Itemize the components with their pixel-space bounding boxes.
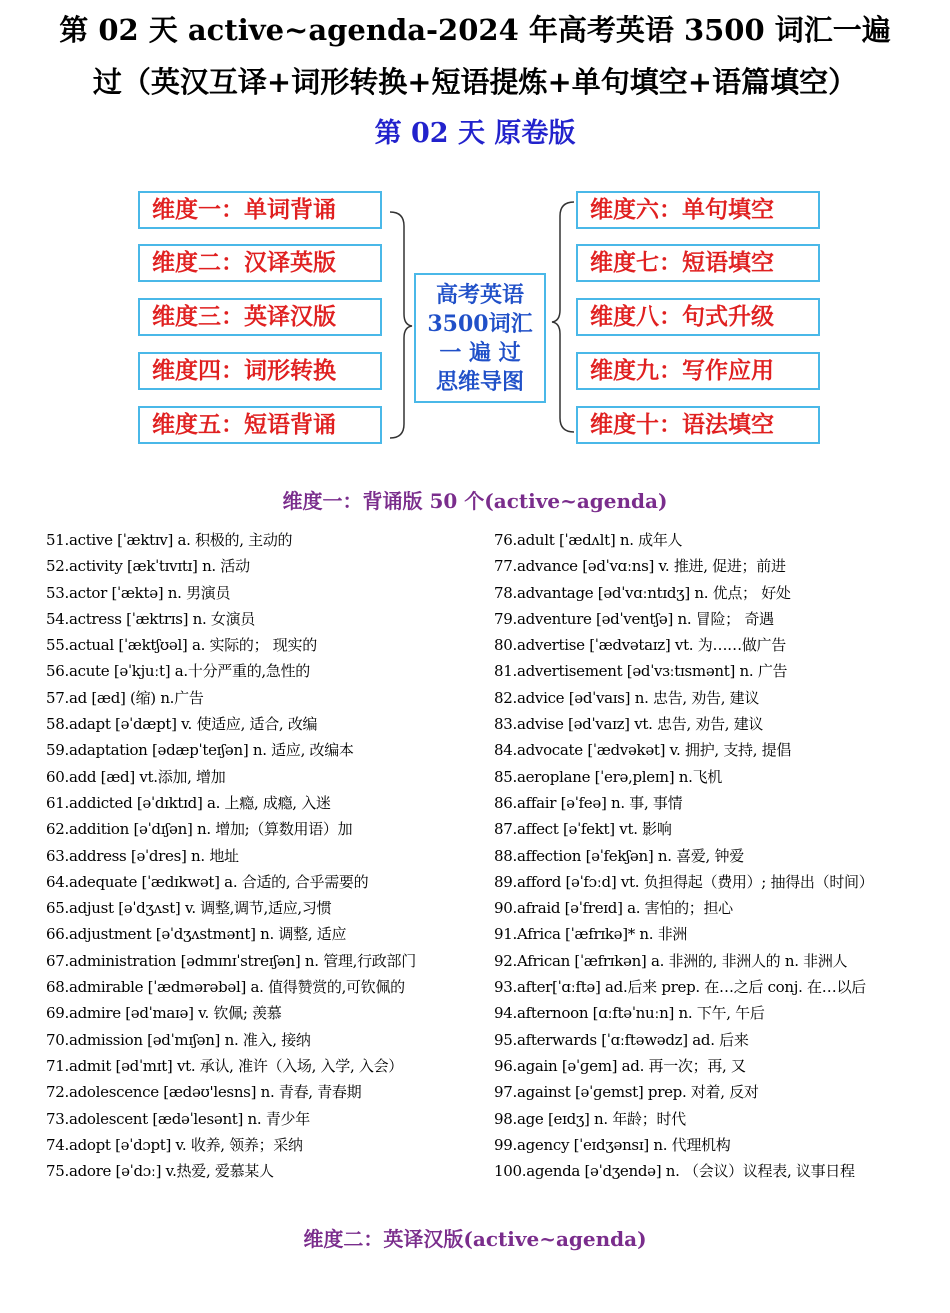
vocab-entry: 61.addicted [əˈdɪktɪd] a. 上瘾, 成瘾, 入迷 [46,793,331,812]
vocab-entry: 86.affair [əˈfeə] n. 事, 事情 [494,793,683,812]
vocab-entry: 81.advertisement [ədˈvɜːtɪsmənt] n. 广告 [494,662,788,681]
vocab-entry: 89.afford [əˈfɔːd] vt. 负担得起（费用）; 抽得出（时间） [494,872,874,891]
vocab-entry: 79.adventure [ədˈventʃə] n. 冒险； 奇遇 [494,609,774,628]
vocab-entry: 56.acute [əˈkjuːt] a.十分严重的,急性的 [46,662,310,681]
section2-title: 维度二：英译汉版(active~agenda) [303,1227,647,1251]
vocab-entry: 87.affect [əˈfekt] vt. 影响 [494,820,672,839]
vocab-entry: 54.actress [ˈæktrɪs] n. 女演员 [46,609,256,628]
mindmap-right-box-1: 维度六：单句填空 [576,191,820,229]
vocab-entry: 60.add [æd] vt.添加, 增加 [46,767,226,786]
section1-title: 维度一：背诵版 50 个(active~agenda) [282,489,668,513]
vocab-entry: 95.afterwards [ˈɑːftəwədz] ad. 后来 [494,1030,749,1049]
vocab-entry: 80.advertise [ˈædvətaɪz] vt. 为……做广告 [494,636,786,655]
mindmap-left-box-2: 维度二：汉译英版 [138,244,382,282]
mindmap-right-box-2: 维度七：短语填空 [576,244,820,282]
vocab-entry: 77.advance [ədˈvɑːns] v. 推进, 促进；前进 [494,557,786,576]
vocab-entry: 98.age [eɪdʒ] n. 年龄；时代 [494,1109,686,1128]
vocab-entry: 57.ad [æd] (缩) n.广告 [46,688,204,707]
vocab-entry: 52.activity [ækˈtɪvɪtɪ] n. 活动 [46,557,250,576]
vocab-entry: 59.adaptation [ədæpˈteɪʃən] n. 适应, 改编本 [46,741,354,760]
vocab-entry: 90.afraid [əˈfreɪd] a. 害怕的；担心 [494,899,733,918]
vocab-entry: 96.again [əˈɡem] ad. 再一次；再, 又 [494,1056,746,1075]
vocab-entry: 91.Africa [ˈæfrɪkə]* n. 非洲 [494,925,688,944]
vocab-entry: 51.active [ˈæktɪv] a. 积极的, 主动的 [46,531,293,549]
vocab-entry: 85.aeroplane [ˈerə,pleɪn] n.飞机 [494,767,722,786]
vocab-entry: 53.actor [ˈæktə] n. 男演员 [46,583,231,602]
mindmap-center-line-1: 高考英语 [435,282,524,308]
vocab-entry: 78.advantage [ədˈvɑːntɪdʒ] n. 优点； 好处 [494,583,791,602]
vocab-entry: 71.admit [ədˈmɪt] vt. 承认, 准许（入场, 入学, 入会） [46,1056,403,1075]
vocab-entry: 70.admission [ədˈmɪʃən] n. 准入, 接纳 [46,1030,311,1049]
vocab-entry: 67.administration [ədmɪnɪˈstreɪʃən] n. 管理,行政部门 [46,951,416,970]
vocab-entry: 84.advocate [ˈædvəkət] v. 拥护, 支持, 提倡 [494,741,792,760]
vocab-entry: 83.advise [ədˈvaɪz] vt. 忠告, 劝告, 建议 [494,715,764,734]
vocab-entry: 69.admire [ədˈmaɪə] v. 钦佩; 羡慕 [46,1004,282,1023]
vocab-entry: 72.adolescence [ædəʊ'lesns] n. 青春, 青春期 [46,1083,362,1102]
mindmap-left-box-5: 维度五：短语背诵 [138,406,382,444]
vocab-entry: 88.affection [əˈfekʃən] n. 喜爱, 钟爱 [494,846,744,865]
vocab-entry: 65.adjust [əˈdʒʌst] v. 调整,调节,适应,习惯 [46,899,332,918]
vocab-entry: 55.actual [ˈæktʃʊəl] a. 实际的； 现实的 [46,636,317,655]
document-title-line2: 过（英汉互译+词形转换+短语提炼+单句填空+语篇填空） [92,65,858,99]
vocab-entry: 93.after[ˈɑːftə] ad.后来 prep. 在…之后 conj. 在…以后 [494,978,866,997]
vocab-entry: 73.adolescent [ædəˈlesənt] n. 青少年 [46,1109,310,1128]
vocab-entry: 94.afternoon [ɑːftəˈnuːn] n. 下午, 午后 [494,1004,765,1023]
vocab-entry: 92.African [ˈæfrɪkən] a. 非洲的, 非洲人的 n. 非洲人 [494,951,848,970]
vocab-entry: 76.adult [ˈædʌlt] n. 成年人 [494,531,683,549]
mindmap-right-box-5: 维度十：语法填空 [576,406,820,444]
vocab-entry: 74.adopt [əˈdɔpt] v. 收养, 领养；采纳 [46,1135,303,1154]
vocab-entry: 63.address [əˈdres] n. 地址 [46,846,239,865]
mindmap-left-box-3: 维度三：英译汉版 [138,298,382,336]
mindmap-center-line-4: 思维导图 [435,369,524,395]
mindmap-right-box-3: 维度八：句式升级 [576,298,820,336]
mindmap-center-line-2: 3500词汇 [427,311,533,337]
mindmap-left-box-4: 维度四：词形转换 [138,352,382,390]
vocab-entry: 75.adore [əˈdɔː] v.热爱, 爱慕某人 [46,1162,274,1181]
vocab-entry: 68.admirable [ˈædmərəbəl] a. 值得赞赏的,可钦佩的 [46,978,405,997]
vocab-entry: 97.against [əˈɡemst] prep. 对着, 反对 [494,1083,759,1102]
mindmap-right-box-4: 维度九：写作应用 [576,352,820,390]
vocab-entry: 82.advice [ədˈvaɪs] n. 忠告, 劝告, 建议 [494,688,760,707]
vocab-entry: 99.agency [ˈeɪdʒənsɪ] n. 代理机构 [494,1135,731,1154]
vocab-column-right [494,527,934,1184]
mindmap-left-box-1: 维度一：单词背诵 [138,191,382,229]
vocab-entry: 64.adequate [ˈædɪkwət] a. 合适的, 合乎需要的 [46,872,369,891]
vocab-entry: 58.adapt [əˈdæpt] v. 使适应, 适合, 改编 [46,715,318,734]
document-subtitle: 第 02 天 原卷版 [374,118,576,149]
vocab-entry: 62.addition [əˈdɪʃən] n. 增加;（算数用语）加 [46,820,353,839]
mindmap-center-line-3: 一 遍 过 [439,340,521,366]
mindmap-center-box [414,273,546,403]
vocab-column-left [46,527,476,1184]
vocab-entry: 66.adjustment [əˈdʒʌstmənt] n. 调整, 适应 [46,925,347,944]
vocab-entry: 100.agenda [əˈdʒendə] n. （会议）议程表, 议事日程 [494,1162,855,1181]
document-title-line1: 第 02 天 active~agenda-2024 年高考英语 3500 词汇一遍 [59,13,891,47]
